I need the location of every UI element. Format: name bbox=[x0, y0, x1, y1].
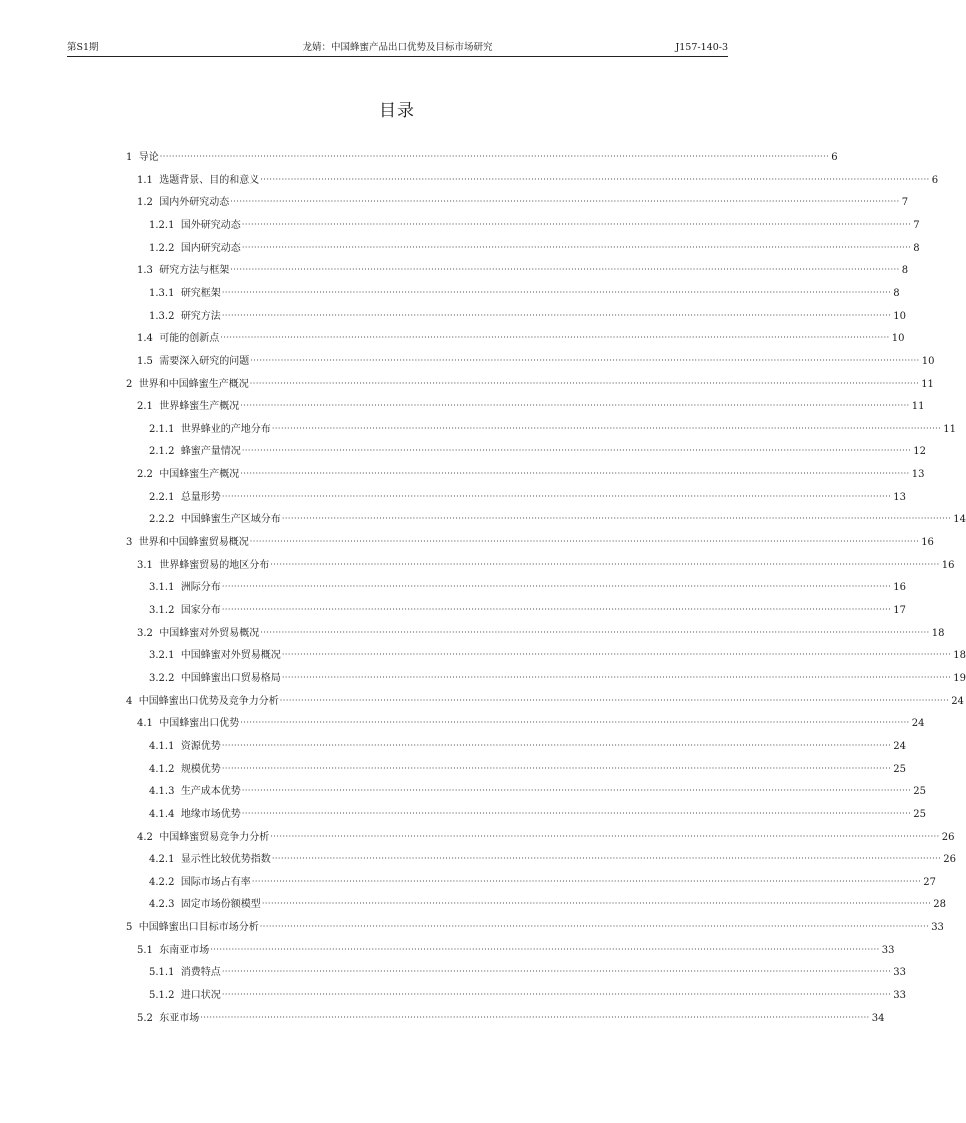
toc-leader-dots: ···························································································································································································································· bbox=[240, 718, 910, 728]
header-code: J157-140-3 bbox=[675, 42, 728, 53]
toc-entry[interactable] bbox=[137, 1006, 885, 1026]
toc-entry[interactable] bbox=[126, 915, 944, 935]
header-rule bbox=[67, 56, 728, 57]
toc-leader-dots: ···························································································································································································································· bbox=[220, 333, 890, 343]
toc-entry-label bbox=[137, 468, 240, 482]
toc-entry-number: 1.3.2 bbox=[149, 310, 175, 322]
toc-entry[interactable] bbox=[149, 439, 926, 459]
toc-page-number: 16 bbox=[921, 537, 934, 549]
toc-leader-dots: ···························································································································································································································· bbox=[230, 265, 900, 275]
toc-page-number: 8 bbox=[893, 287, 900, 299]
toc-entry-text: 世界和中国蜂蜜贸易概况 bbox=[138, 537, 249, 549]
toc-entry[interactable] bbox=[149, 485, 906, 505]
toc-entry[interactable] bbox=[149, 304, 906, 324]
toc-page-number: 13 bbox=[893, 491, 906, 503]
toc-leader-dots: ···························································································································································································································· bbox=[221, 582, 892, 592]
toc-entry-label bbox=[149, 287, 222, 301]
toc-entry[interactable] bbox=[149, 213, 920, 233]
toc-entry-label bbox=[137, 355, 250, 369]
toc-leader-dots: ···························································································································································································································· bbox=[250, 355, 920, 365]
toc-page-number: 33 bbox=[893, 967, 906, 979]
toc-entry-text: 规模优势 bbox=[180, 763, 221, 775]
toc-entry[interactable] bbox=[137, 326, 905, 346]
toc-page-number: 16 bbox=[893, 582, 906, 594]
page-header bbox=[67, 41, 728, 55]
toc-leader-dots: ···························································································································································································································· bbox=[279, 695, 950, 705]
toc-entry-number: 4.1 bbox=[137, 718, 153, 730]
toc-entry[interactable] bbox=[149, 643, 966, 663]
toc-entry[interactable] bbox=[126, 530, 934, 550]
toc-page-number: 14 bbox=[953, 514, 966, 526]
toc-entry-number: 1.4 bbox=[137, 333, 153, 345]
toc-entry-number: 3.2.2 bbox=[149, 672, 175, 684]
toc-entry-number: 4.1.4 bbox=[149, 808, 175, 820]
toc-entry-number: 4.1.2 bbox=[149, 763, 175, 775]
toc-page-number: 11 bbox=[911, 401, 925, 413]
toc-entry[interactable] bbox=[137, 462, 925, 482]
toc-entry-label bbox=[149, 649, 282, 663]
toc-leader-dots: ···························································································································································································································· bbox=[271, 854, 942, 864]
toc-entry-label bbox=[149, 445, 242, 459]
toc-entry[interactable] bbox=[126, 689, 964, 709]
toc-entry-number: 5.1.2 bbox=[149, 990, 175, 1002]
toc-entry-text: 中国蜂蜜生产概况 bbox=[159, 469, 240, 481]
toc-entry-number: 5 bbox=[126, 922, 133, 934]
toc-entry-label bbox=[126, 378, 250, 392]
toc-entry-number: 2.1.2 bbox=[149, 446, 175, 458]
toc-entry-label bbox=[137, 332, 220, 346]
toc-entry-number: 3.1.2 bbox=[149, 605, 175, 616]
toc-entry[interactable] bbox=[149, 598, 906, 618]
toc-entry-number: 2 bbox=[126, 378, 133, 390]
toc-entry-number: 3 bbox=[126, 537, 133, 549]
toc-leader-dots: ···························································································································································································································· bbox=[221, 990, 892, 1000]
toc-leader-dots: ···························································································································································································································· bbox=[221, 740, 892, 750]
toc-entry-text: 中国蜂蜜对外贸易概况 bbox=[159, 627, 260, 639]
toc-entry[interactable] bbox=[149, 236, 920, 256]
toc-leader-dots: ···························································································································································································································· bbox=[281, 514, 952, 524]
toc-leader-dots: ···························································································································································································································· bbox=[241, 786, 912, 796]
toc-leader-dots: ···························································································································································································································· bbox=[210, 944, 880, 954]
toc-entry[interactable] bbox=[149, 575, 906, 595]
toc-entry-number: 4 bbox=[126, 695, 133, 707]
toc-entry-text: 中国蜂蜜生产区域分布 bbox=[180, 514, 281, 526]
toc-entry-number: 3.1.1 bbox=[149, 582, 175, 594]
toc-entry-number: 2.1.1 bbox=[149, 423, 175, 435]
toc-entry-label bbox=[126, 151, 160, 165]
toc-leader-dots: ···························································································································································································································· bbox=[260, 627, 930, 637]
toc-entry-number: 4.2.3 bbox=[149, 899, 175, 911]
toc-leader-dots: ···························································································································································································································· bbox=[281, 650, 952, 660]
toc-entry-text: 中国蜂蜜出口优势及竞争力分析 bbox=[138, 695, 279, 707]
toc-entry-label bbox=[137, 174, 260, 188]
toc-page-number: 28 bbox=[933, 899, 946, 911]
toc-leader-dots: ···························································································································································································································· bbox=[221, 763, 892, 773]
toc-entry-number: 2.2.1 bbox=[149, 491, 175, 503]
toc-page-number: 12 bbox=[913, 446, 926, 458]
toc-entry[interactable] bbox=[126, 145, 838, 165]
toc-leader-dots: ···························································································································································································································· bbox=[221, 491, 892, 501]
toc-entry-text: 中国蜂蜜出口优势 bbox=[159, 718, 240, 730]
toc-entry-number: 3.2.1 bbox=[149, 650, 175, 662]
toc-entry-label bbox=[137, 1012, 200, 1026]
toc-entry-text: 总量形势 bbox=[180, 491, 221, 503]
toc-leader-dots: ···························································································································································································································· bbox=[249, 378, 920, 388]
toc-entry-text: 研究方法与框架 bbox=[159, 265, 230, 277]
toc-entry[interactable] bbox=[149, 983, 906, 1003]
toc-entry[interactable] bbox=[149, 666, 966, 686]
toc-entry-text: 中国蜂蜜出口目标市场分析 bbox=[138, 922, 259, 934]
toc-page-number: 24 bbox=[951, 695, 964, 707]
toc-entry-text: 生产成本优势 bbox=[180, 786, 241, 798]
toc-entry-text: 世界和中国蜂蜜生产概况 bbox=[138, 378, 249, 390]
toc-entry-number: 4.1.1 bbox=[149, 740, 175, 752]
toc-entry-text: 中国蜂蜜贸易竞争力分析 bbox=[159, 831, 270, 843]
toc-leader-dots: ···························································································································································································································· bbox=[270, 831, 940, 841]
toc-entry-number: 5.1 bbox=[137, 944, 153, 956]
toc-entry-text: 世界蜂业的产地分布 bbox=[180, 423, 271, 435]
toc-entry-label bbox=[137, 717, 240, 731]
toc-leader-dots: ···························································································································································································································· bbox=[260, 174, 930, 184]
toc-page-number: 11 bbox=[943, 423, 956, 435]
toc-entry-number: 4.2.2 bbox=[149, 876, 175, 888]
toc-entry-text: 中国蜂蜜出口贸易格局 bbox=[180, 672, 281, 684]
toc-page-number: 10 bbox=[921, 355, 935, 367]
toc-page-number: 7 bbox=[901, 197, 909, 209]
toc-entry-text: 资源优势 bbox=[180, 740, 221, 752]
toc-entry-label bbox=[137, 264, 230, 278]
toc-page-number: 16 bbox=[941, 559, 955, 571]
toc-entry-number: 1.5 bbox=[137, 355, 153, 367]
toc-page-number: 27 bbox=[923, 876, 936, 888]
toc-entry-text: 国内研究动态 bbox=[180, 242, 241, 254]
toc-entry-text: 研究框架 bbox=[180, 287, 221, 299]
toc-entry[interactable] bbox=[149, 802, 926, 822]
toc-leader-dots: ···························································································································································································································· bbox=[241, 219, 912, 229]
toc-leader-dots: ···························································································································································································································· bbox=[240, 469, 910, 479]
toc-entry-text: 东南亚市场 bbox=[159, 944, 210, 956]
toc-entry[interactable] bbox=[137, 394, 925, 414]
toc-entry[interactable] bbox=[149, 847, 956, 867]
toc-page-number: 19 bbox=[953, 672, 966, 684]
toc-entry[interactable] bbox=[149, 734, 906, 754]
toc-entry-text: 选题背景、目的和意义 bbox=[159, 174, 260, 186]
toc-entry-label bbox=[149, 853, 272, 867]
toc-leader-dots: ···························································································································································································································· bbox=[261, 899, 932, 909]
toc-entry[interactable] bbox=[137, 621, 945, 641]
toc-entry-number: 1.2.1 bbox=[149, 219, 175, 231]
toc-entry-label bbox=[149, 604, 222, 618]
toc-page-number: 18 bbox=[931, 627, 945, 639]
toc-leader-dots: ···························································································································································································································· bbox=[241, 242, 912, 252]
toc-entry[interactable] bbox=[137, 825, 955, 845]
toc-entry-text: 蜂蜜产量情况 bbox=[180, 446, 241, 458]
toc-page-number: 25 bbox=[893, 763, 906, 775]
toc-entry[interactable] bbox=[137, 349, 935, 369]
toc-page-number: 25 bbox=[913, 786, 926, 798]
toc-entry[interactable] bbox=[149, 281, 900, 301]
toc-entry-label bbox=[149, 242, 242, 256]
toc-entry[interactable] bbox=[137, 938, 895, 958]
toc-entry-number: 5.2 bbox=[137, 1012, 153, 1024]
toc-leader-dots: ···························································································································································································································· bbox=[271, 423, 942, 433]
toc-entry[interactable] bbox=[149, 892, 946, 912]
toc-entry-text: 国家分布 bbox=[180, 605, 221, 616]
toc-entry-text: 需要深入研究的问题 bbox=[159, 355, 250, 367]
toc-leader-dots: ···························································································································································································································· bbox=[200, 1012, 870, 1022]
toc-leader-dots: ···························································································································································································································· bbox=[241, 808, 912, 818]
toc-leader-dots: ···························································································································································································································· bbox=[241, 446, 912, 456]
toc-entry-label bbox=[149, 808, 242, 822]
toc-entry-text: 导论 bbox=[138, 152, 159, 163]
toc-entry-label bbox=[137, 400, 240, 414]
toc-leader-dots: ···························································································································································································································· bbox=[221, 967, 892, 977]
toc-entry[interactable] bbox=[137, 711, 925, 731]
toc-entry-number: 5.1.1 bbox=[149, 967, 175, 979]
toc-entry-number: 4.2 bbox=[137, 831, 153, 843]
toc-entry-number: 4.1.3 bbox=[149, 786, 175, 798]
toc-entry[interactable] bbox=[149, 960, 906, 980]
toc-entry[interactable] bbox=[137, 553, 955, 573]
toc-entry-text: 国外研究动态 bbox=[180, 219, 241, 231]
toc-entry-text: 洲际分布 bbox=[180, 582, 221, 594]
toc-entry-label bbox=[149, 876, 252, 890]
toc-leader-dots: ···························································································································································································································· bbox=[240, 401, 910, 411]
toc-page-number: 26 bbox=[941, 831, 955, 843]
toc-entry-text: 进口状况 bbox=[180, 990, 221, 1002]
toc-entry-label bbox=[149, 310, 222, 324]
toc-entry-label bbox=[149, 423, 272, 437]
toc-page-number: 18 bbox=[953, 650, 966, 662]
toc-entry-number: 1.2 bbox=[137, 197, 153, 209]
toc-entry-label bbox=[126, 921, 260, 935]
toc-entry-number: 1.3.1 bbox=[149, 287, 175, 299]
toc-entry-number: 2.2 bbox=[137, 469, 153, 481]
toc-entry-text: 中国蜂蜜对外贸易概况 bbox=[180, 650, 281, 662]
toc-entry-label bbox=[126, 536, 250, 550]
toc-entry-number: 2.1 bbox=[137, 401, 153, 413]
toc-page-number: 26 bbox=[943, 854, 956, 866]
toc-leader-dots: ···························································································································································································································· bbox=[281, 672, 952, 682]
toc-page-number: 13 bbox=[911, 469, 925, 481]
toc-entry-label bbox=[137, 196, 230, 210]
toc-page-number: 6 bbox=[931, 174, 939, 186]
toc-page-number: 33 bbox=[881, 944, 895, 956]
toc-leader-dots: ···························································································································································································································· bbox=[159, 152, 830, 161]
toc-entry-text: 可能的创新点 bbox=[159, 333, 220, 345]
toc-entry-label bbox=[149, 966, 222, 980]
toc-leader-dots: ···························································································································································································································· bbox=[249, 537, 920, 547]
toc-leader-dots: ···························································································································································································································· bbox=[259, 922, 930, 932]
toc-leader-dots: ···························································································································································································································· bbox=[221, 287, 892, 297]
toc-entry-label bbox=[149, 763, 222, 777]
toc-entry-number: 2.2.2 bbox=[149, 514, 175, 526]
toc-page-number: 24 bbox=[893, 740, 906, 752]
toc-entry-text: 国内外研究动态 bbox=[159, 197, 230, 209]
toc-page-number: 33 bbox=[893, 990, 906, 1002]
toc-page-number: 6 bbox=[831, 152, 838, 163]
toc-entry-text: 地缘市场优势 bbox=[180, 808, 241, 820]
toc-page-number: 11 bbox=[921, 378, 934, 390]
toc-page-number: 7 bbox=[913, 219, 920, 231]
toc-page-number: 24 bbox=[911, 718, 925, 730]
toc-page-number: 8 bbox=[901, 265, 909, 277]
header-title: 龙婧：中国蜂蜜产品出口优势及目标市场研究 bbox=[302, 42, 493, 53]
page-title: 目录 bbox=[379, 101, 415, 121]
toc-entry-number: 1.1 bbox=[137, 174, 153, 186]
toc-entry-number: 1.3 bbox=[137, 265, 153, 277]
toc-entry-label bbox=[137, 831, 270, 845]
toc-entry-label bbox=[149, 491, 222, 505]
toc-leader-dots: ···························································································································································································································· bbox=[270, 559, 940, 569]
toc-entry-text: 世界蜂蜜生产概况 bbox=[159, 401, 240, 413]
toc-entry[interactable] bbox=[137, 258, 909, 278]
toc-leader-dots: ···························································································································································································································· bbox=[221, 605, 892, 614]
toc-entry-label bbox=[149, 581, 222, 595]
header-issue: 第S1期 bbox=[67, 42, 99, 53]
toc-entry[interactable] bbox=[149, 870, 936, 890]
toc-entry-label bbox=[137, 627, 260, 641]
toc-entry-label bbox=[149, 989, 222, 1003]
toc-entry-text: 研究方法 bbox=[180, 310, 221, 322]
toc-leader-dots: ···························································································································································································································· bbox=[230, 197, 900, 207]
toc-entry[interactable] bbox=[149, 507, 966, 527]
toc-entry-number: 3.1 bbox=[137, 559, 153, 571]
toc-page-number: 34 bbox=[871, 1012, 885, 1024]
toc-entry-text: 国际市场占有率 bbox=[180, 876, 251, 888]
toc-entry-label bbox=[149, 740, 222, 754]
toc-entry-number: 3.2 bbox=[137, 627, 153, 639]
toc-entry-text: 显示性比较优势指数 bbox=[180, 854, 271, 866]
toc-entry-label bbox=[137, 559, 270, 573]
toc-page-number: 17 bbox=[893, 605, 906, 616]
toc-page-number: 33 bbox=[931, 922, 944, 934]
toc-entry-label bbox=[137, 944, 210, 958]
toc-entry-label bbox=[149, 785, 242, 799]
toc-entry-label bbox=[149, 672, 282, 686]
toc-entry[interactable] bbox=[149, 779, 926, 799]
toc-entry[interactable] bbox=[126, 372, 934, 392]
toc-page-number: 25 bbox=[913, 808, 926, 820]
toc-entry-number: 4.2.1 bbox=[149, 854, 175, 866]
toc-entry-text: 东亚市场 bbox=[159, 1012, 200, 1024]
toc-entry-number: 1.2.2 bbox=[149, 242, 175, 254]
toc-entry[interactable] bbox=[149, 417, 956, 437]
toc-entry-text: 消费特点 bbox=[180, 967, 221, 979]
toc-entry-text: 世界蜂蜜贸易的地区分布 bbox=[159, 559, 270, 571]
toc-entry-number: 1 bbox=[126, 152, 133, 163]
toc-entry-text: 固定市场份额模型 bbox=[180, 899, 261, 911]
toc-entry[interactable] bbox=[137, 168, 939, 188]
toc-leader-dots: ···························································································································································································································· bbox=[221, 310, 892, 320]
toc-page-number: 10 bbox=[893, 310, 906, 322]
toc-entry-label bbox=[149, 219, 242, 233]
toc-page-number: 8 bbox=[913, 242, 920, 254]
toc-entry-label bbox=[149, 513, 282, 527]
toc-entry[interactable] bbox=[137, 190, 909, 210]
toc-entry-label bbox=[126, 695, 280, 709]
toc-entry[interactable] bbox=[149, 757, 906, 777]
toc-leader-dots: ···························································································································································································································· bbox=[251, 876, 922, 886]
toc-page-number: 10 bbox=[891, 333, 905, 345]
toc-entry-label bbox=[149, 898, 262, 912]
